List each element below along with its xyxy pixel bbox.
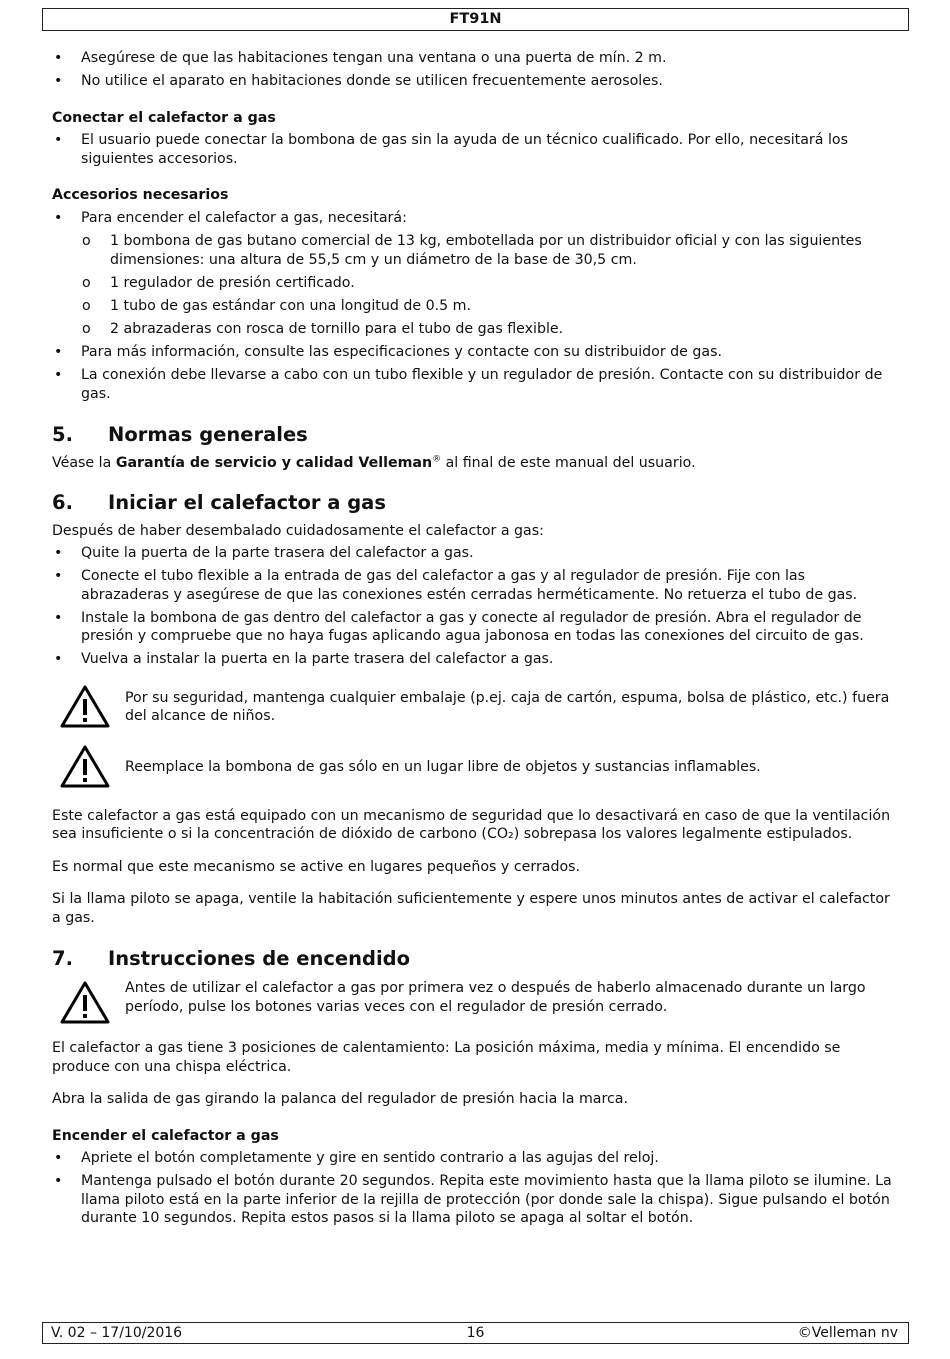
section-title: Instrucciones de encendido	[108, 947, 411, 971]
section-6-bullet-list	[52, 544, 894, 669]
warning-block	[52, 979, 894, 1025]
sub-list-item: o 1 regulador de presión certificado.	[81, 274, 894, 293]
page-footer	[42, 1322, 909, 1344]
text-segment: al final de este manual del usuario.	[441, 455, 696, 472]
page-header	[42, 8, 909, 31]
sub-list-item: o 1 bombona de gas butano comercial de 13 kg, embotellada por un distribuidor oficial y con las siguientes dimensiones: una altura de 55,5 cm y un diámetro de la base de 30,5 cm.	[81, 232, 894, 269]
warning-text: Por su seguridad, mantenga cualquier embalaje (p.ej. caja de cartón, espuma, bolsa de plástico, etc.) fuera del alcance de niños.	[125, 689, 890, 725]
registered-mark: ®	[432, 454, 442, 465]
section-6-intro: Después de haber desembalado cuidadosamente el calefactor a gas:	[52, 522, 544, 539]
section-7-heading	[52, 947, 894, 971]
section-6-paragraph: Este calefactor a gas está equipado con un mecanismo de seguridad que lo desactivará en caso de que la ventilación sea insuficiente o si la concentración de dióxido de carbono (CO₂) sobrepasa los valores legalmente estipulados.	[52, 807, 891, 843]
section-5-heading	[52, 423, 894, 447]
list-item: • Vuelva a instalar la puerta en la parte trasera del calefactor a gas.	[52, 650, 894, 669]
footer-page-number: 16	[466, 1325, 485, 1341]
list-item: • Apriete el botón completamente y gire en sentido contrario a las agujas del reloj.	[52, 1149, 894, 1168]
accessories-lead: Para encender el calefactor a gas, necesitará:	[81, 209, 407, 226]
list-item: • Quite la puerta de la parte trasera del calefactor a gas.	[52, 544, 894, 563]
list-item: • Para más información, consulte las especificaciones y contacte con su distribuidor de gas.	[52, 343, 894, 362]
warning-block	[52, 683, 894, 729]
header-title: FT91N	[449, 11, 502, 27]
text-segment: Véase la	[52, 455, 116, 472]
section-number: 7.	[52, 947, 73, 971]
accessories-heading: Accesorios necesarios	[52, 187, 229, 204]
warning-text: Reemplace la bombona de gas sólo en un lugar libre de objetos y sustancias inflamables.	[125, 758, 761, 775]
footer-copyright: ©Velleman nv	[797, 1325, 898, 1341]
intro-bullet-list	[52, 49, 894, 91]
ignite-heading: Encender el calefactor a gas	[52, 1127, 279, 1144]
warning-text: Antes de utilizar el calefactor a gas por primera vez o después de haberlo almacenado durante un largo período, pulse los botones varias veces con el regulador de presión cerrado.	[125, 980, 866, 1015]
section-number: 6.	[52, 490, 73, 514]
footer-version: V. 02 – 17/10/2016	[51, 1325, 183, 1341]
list-item: • Instale la bombona de gas dentro del calefactor a gas y conecte al regulador de presión. Abra el regulador de presión y compruebe que no haya fugas aplicando agua jabonosa en todas las conexiones del circuito de gas.	[52, 609, 894, 646]
warning-triangle-icon	[52, 683, 125, 729]
page-content	[52, 49, 894, 1233]
section-5-text	[52, 454, 894, 473]
section-title: Normas generales	[108, 423, 308, 447]
list-item: • Asegúrese de que las habitaciones tengan una ventana o una puerta de mín. 2 m.	[52, 49, 894, 68]
sub-list-item: o 1 tubo de gas estándar con una longitud de 0.5 m.	[81, 297, 894, 316]
accessories-sublist	[52, 232, 894, 338]
section-7-paragraph: El calefactor a gas tiene 3 posiciones de calentamiento: La posición máxima, media y mínima. El encendido se produce con una chispa eléctrica.	[52, 1040, 841, 1075]
ignite-bullet-list	[52, 1149, 894, 1228]
list-item: • No utilice el aparato en habitaciones donde se utilicen frecuentemente aerosoles.	[52, 72, 894, 91]
section-7-paragraph: Abra la salida de gas girando la palanca del regulador de presión hacia la marca.	[52, 1091, 628, 1108]
accessories-bullet-list	[52, 209, 894, 403]
section-6-paragraph: Si la llama piloto se apaga, ventile la habitación suficientemente y espere unos minutos antes de activar el calefactor a gas.	[52, 891, 890, 926]
warning-triangle-icon	[52, 979, 125, 1025]
connect-bullet-list	[52, 131, 894, 168]
warning-triangle-icon	[52, 743, 125, 789]
list-item: • Mantenga pulsado el botón durante 20 segundos. Repita este movimiento hasta que la llama piloto se ilumine. La llama piloto está en la parte inferior de la rejilla de protección (por donde sale la chispa). Sigue pulsando el botón durante 10 segundos. Repita estos pasos si la llama piloto se apaga al soltar el botón.	[52, 1172, 894, 1228]
list-item: • Conecte el tubo flexible a la entrada de gas del calefactor a gas y al regulador de presión. Fije con las abrazaderas y asegúrese de que las conexiones estén cerradas herméticamente. No retuerza el tubo de gas.	[52, 567, 894, 604]
list-item: • La conexión debe llevarse a cabo con un tubo flexible y un regulador de presión. Contacte con su distribuidor de gas.	[52, 366, 894, 403]
list-item	[52, 209, 894, 339]
section-6-heading	[52, 491, 894, 515]
warranty-title: Garantía de servicio y calidad Velleman	[115, 455, 433, 472]
section-number: 5.	[52, 423, 73, 447]
sub-list-item: o 2 abrazaderas con rosca de tornillo para el tubo de gas flexible.	[81, 320, 894, 339]
section-title: Iniciar el calefactor a gas	[108, 490, 386, 514]
connect-heading: Conectar el calefactor a gas	[52, 109, 276, 126]
list-item: • El usuario puede conectar la bombona de gas sin la ayuda de un técnico cualificado. Por ello, necesitará los siguientes accesorios.	[52, 131, 894, 168]
warning-block	[52, 743, 894, 789]
section-6-paragraph: Es normal que este mecanismo se active en lugares pequeños y cerrados.	[52, 858, 581, 875]
